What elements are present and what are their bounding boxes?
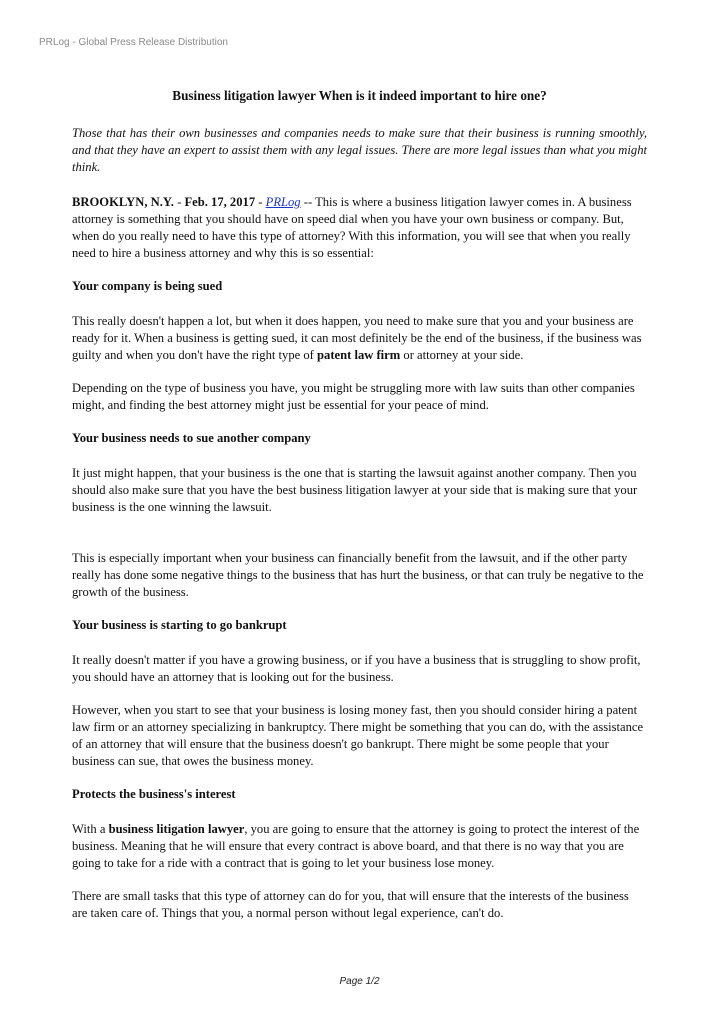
paragraph-text: This really doesn't happen a lot, but when it does happen, you need to make sure that you and your business are ready for it. When a business is getting sued, it can most definitely be the end of the business, if the business was guilty and when you don't have the right type of [72,314,642,362]
section-paragraph: It just might happen, that your business is the one that is starting the lawsuit against another company. Then you should also make sure that you have the best business litigation lawyer at your side that is making sure that your business is the one winning the lawsuit. [72,466,638,514]
section-paragraph: It really doesn't matter if you have a growing business, or if you have a business that is struggling to show profit, you should have an attorney that is looking out for the business. [72,653,641,684]
dateline-text: -- This is where a business litigation lawyer comes in. A business attorney is something that you should have on speed dial when you have your own business or company. But, when do you really need to have this type of attorney? With this information, you will see that when you really need to hire a business attorney and why this is so essential: [72,195,632,260]
section-heading-interest: Protects the business's interest [72,787,236,801]
dateline-paragraph [72,194,647,262]
section-heading-bankrupt: Your business is starting to go bankrupt [72,618,287,632]
article-body [72,125,647,922]
paragraph-text: , you are going to ensure that the attorney is going to protect the interest of the business. Meaning that he will ensure that every contract is above board, and that there is no way that you are going to take for a ride with a contract that is going to let your business lose money. [72,822,640,870]
section-paragraph: However, when you start to see that your business is losing money fast, then you should consider hiring a patent law firm or an attorney specializing in bankruptcy. There might be something that you can do, with the assistance of an attorney that will ensure that the business doesn't go bankrupt. There might be some people that your business can sue, that owes the business money. [72,703,644,768]
dateline-location: BROOKLYN, N.Y. [72,195,174,209]
prlog-link[interactable]: PRLog [265,195,301,209]
section-paragraph: This is especially important when your business can financially benefit from the lawsuit, and if the other party really has done some negative things to the business that has hurt the business, or that can truly be negative to the growth of the business. [72,551,644,599]
section-paragraph: There are small tasks that this type of attorney can do for you, that will ensure that the interests of the business are taken care of. Things that you, a normal person without legal experience, can't do. [72,889,629,920]
section-paragraph [72,821,647,872]
section-paragraph [72,313,647,364]
section-heading-sued: Your company is being sued [72,279,223,293]
business-litigation-lawyer-keyword: business litigation lawyer [108,822,245,836]
section-paragraph: Depending on the type of business you have, you might be struggling more with law suits than other companies might, and finding the best attorney might just be essential for your peace of mind. [72,381,635,412]
section-heading-sue-another: Your business needs to sue another company [72,431,311,445]
paragraph-text: With a [72,822,109,836]
dateline-separator: - [255,195,266,209]
article-title: Business litigation lawyer When is it indeed important to hire one? [172,88,547,103]
article-lede: Those that has their own businesses and companies needs to make sure that their business is running smoothly, and that they have an expert to assist them with any legal issues. There are more legal issues than what you might think. [72,126,647,174]
site-header: PRLog - Global Press Release Distribution [39,37,228,48]
page-number: Page 1/2 [339,976,380,987]
dateline-date: Feb. 17, 2017 [184,195,256,209]
patent-law-firm-keyword: patent law firm [317,348,401,362]
dateline-separator: - [173,195,185,209]
paragraph-text: or attorney at your side. [400,348,524,362]
